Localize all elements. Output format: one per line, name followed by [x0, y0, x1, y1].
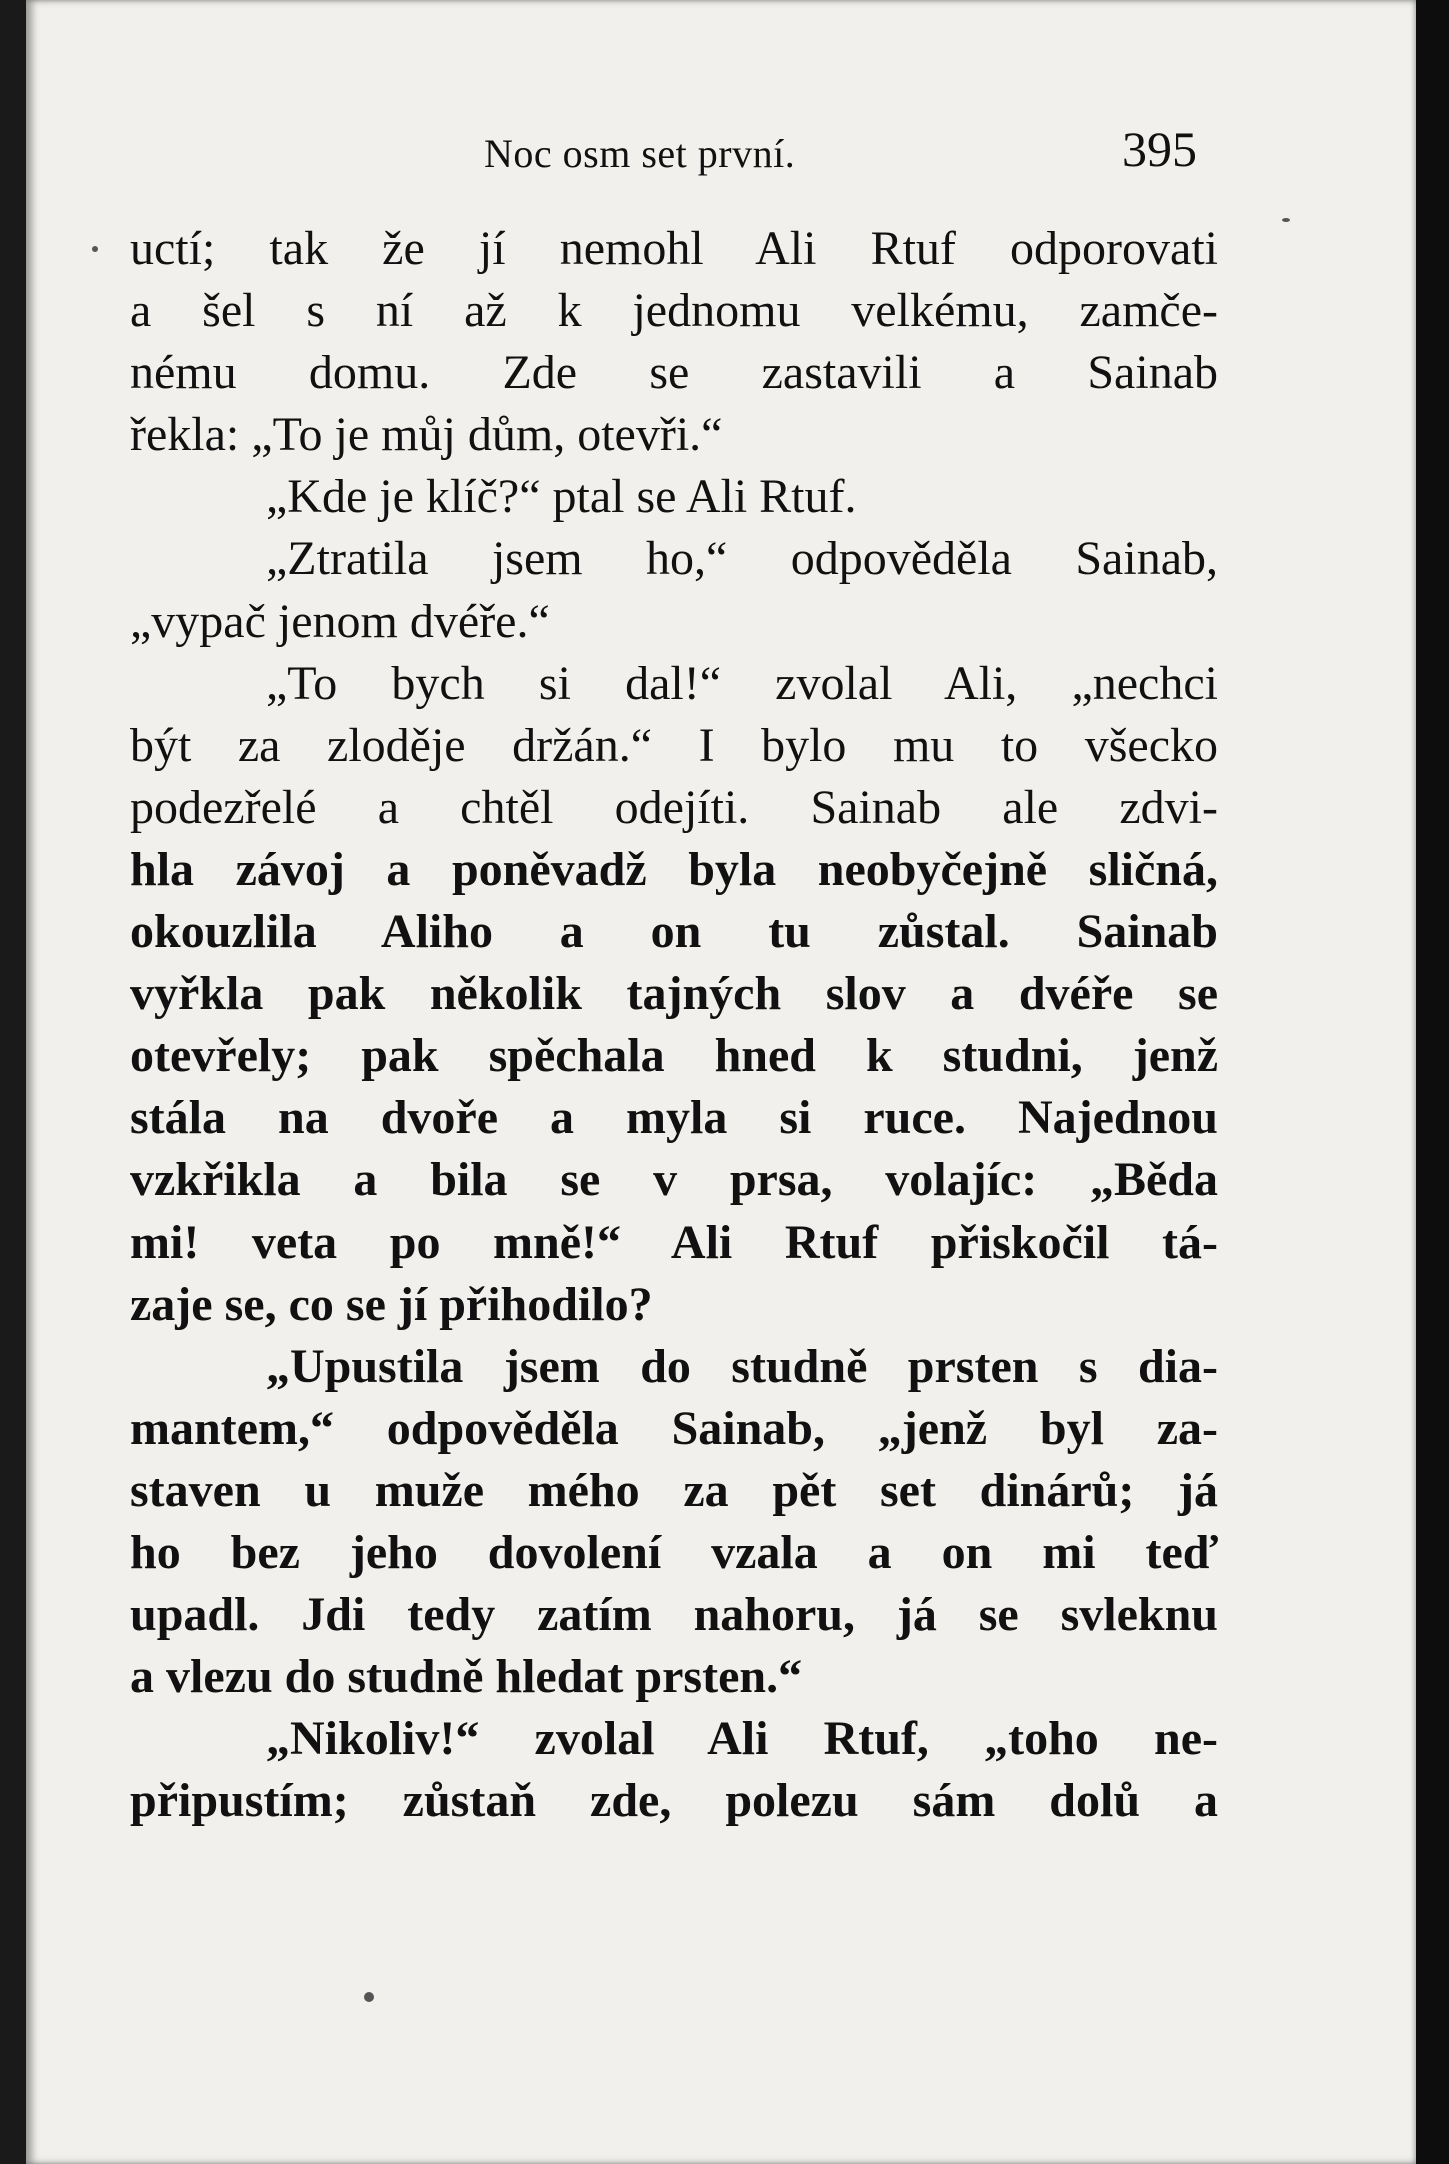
text-line: stála na dvoře a myla si ruce. Najednou	[130, 1091, 1218, 1145]
running-head: Noc osm set první.	[484, 131, 796, 176]
text-line: „Nikoliv!“ zvolal Ali Rtuf, „toho ne-	[266, 1712, 1218, 1766]
text-line: „vypač jenom dvéře.“	[130, 594, 550, 648]
book-page	[26, 0, 1416, 2164]
body-text	[130, 218, 1218, 1832]
text-line: mi! veta po mně!“ Ali Rtuf přiskočil tá-	[130, 1215, 1218, 1269]
print-speck	[364, 1992, 374, 2002]
text-line: zaje se, co se jí přihodilo?	[130, 1277, 653, 1331]
scan-right-border	[1416, 0, 1449, 2164]
text-line: podezřelé a chtěl odejíti. Sainab ale zdvi-	[130, 780, 1218, 834]
text-line: připustím; zůstaň zde, polezu sám dolů a	[130, 1774, 1218, 1828]
page-header	[26, 120, 1416, 180]
text-line: uctí; tak že jí nemohl Ali Rtuf odporovati	[130, 222, 1218, 275]
page-number: 395	[1122, 121, 1197, 177]
text-line: vzkřikla a bila se v prsa, volajíc: „Běda	[130, 1153, 1218, 1207]
text-line: a vlezu do studně hledat prsten.“	[130, 1650, 803, 1704]
text-line: staven u muže mého za pět set dinárů; já	[130, 1463, 1218, 1517]
text-line: „Kde je klíč?“ ptal se Ali Rtuf.	[266, 470, 857, 524]
text-line: vyřkla pak několik tajných slov a dvéře se	[130, 967, 1218, 1021]
text-line: „Upustila jsem do studně prsten s dia-	[266, 1339, 1218, 1393]
text-line: být za zloděje držán.“ I bylo mu to všecko	[130, 718, 1218, 772]
text-line: „Ztratila jsem ho,“ odpověděla Sainab,	[266, 532, 1218, 586]
text-line: nému domu. Zde se zastavili a Sainab	[130, 346, 1218, 400]
text-line: mantem,“ odpověděla Sainab, „jenž byl za-	[130, 1401, 1218, 1455]
text-line: upadl. Jdi tedy zatím nahoru, já se svleknu	[130, 1588, 1218, 1642]
text-line: hla závoj a poněvadž byla neobyčejně sličná,	[130, 842, 1218, 896]
print-speck	[1282, 218, 1290, 222]
scan-left-border	[0, 0, 26, 2164]
text-line: „To bych si dal!“ zvolal Ali, „nechci	[266, 656, 1218, 710]
text-line: otevřely; pak spěchala hned k studni, jenž	[130, 1029, 1218, 1083]
print-speck	[92, 246, 98, 252]
text-line: řekla: „To je můj dům, otevři.“	[130, 408, 723, 462]
text-line: a šel s ní až k jednomu velkému, zamče-	[130, 284, 1218, 338]
text-line: ho bez jeho dovolení vzala a on mi teď	[130, 1525, 1218, 1579]
text-line: okouzlila Aliho a on tu zůstal. Sainab	[130, 905, 1218, 959]
